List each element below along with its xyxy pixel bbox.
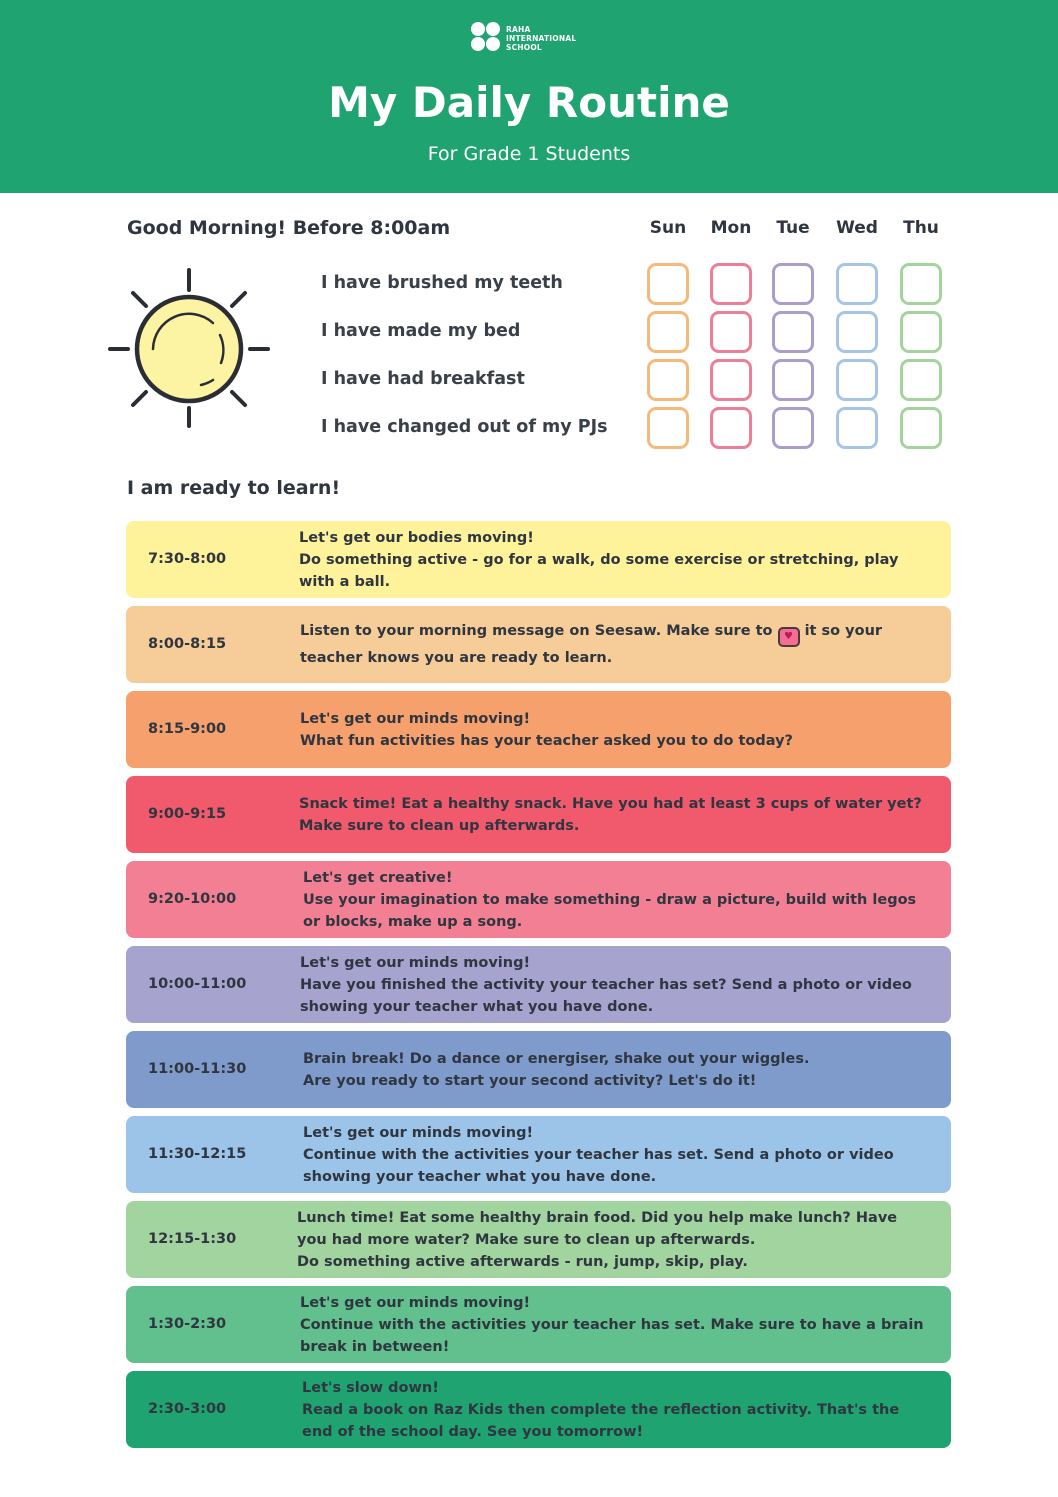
schedule-row	[126, 946, 951, 1023]
schedule-line: Are you ready to start your second activity? Let's do it!	[303, 1072, 757, 1089]
checkbox-task1-sun[interactable]	[647, 263, 689, 305]
sun-icon	[103, 263, 275, 435]
schedule-time: 10:00-11:00	[148, 976, 247, 992]
schedule-line: Do something active - go for a walk, do some exercise or stretching, play	[299, 551, 899, 568]
schedule-description	[303, 1116, 943, 1193]
task-changed-pjs: I have changed out of my PJs	[321, 417, 608, 437]
schedule-line: Lunch time! Eat some healthy brain food. Did you help make lunch? Have	[297, 1209, 898, 1226]
schedule-time: 8:00-8:15	[148, 636, 227, 652]
schedule-time: 8:15-9:00	[148, 721, 227, 737]
schedule-description	[302, 1371, 942, 1448]
checkbox-task2-sun[interactable]	[647, 311, 689, 353]
schedule-description	[303, 861, 943, 938]
schedule-time: 7:30-8:00	[148, 551, 227, 567]
schedule-line: Let's get our minds moving!	[300, 710, 531, 727]
logo-line-3: SCHOOL	[506, 43, 542, 52]
schedule-line: Have you finished the activity your teacher has set? Send a photo or video	[300, 976, 912, 993]
schedule-description	[300, 946, 940, 1023]
school-logo	[471, 22, 601, 56]
checkbox-task2-wed[interactable]	[836, 311, 878, 353]
schedule-line: Let's get our minds moving!	[300, 954, 531, 971]
checkbox-task3-wed[interactable]	[836, 359, 878, 401]
page-subtitle: For Grade 1 Students	[427, 143, 631, 165]
schedule-time: 12:15-1:30	[148, 1231, 237, 1247]
schedule-line: Let's slow down!	[302, 1379, 439, 1396]
schedule-line: Read a book on Raz Kids then complete the reflection activity. That's the	[302, 1401, 900, 1418]
schedule-line: showing your teacher what you have done.	[303, 1168, 657, 1185]
schedule-line: Snack time! Eat a healthy snack. Have you had at least 3 cups of water yet?	[299, 795, 922, 812]
day-thu: Thu	[903, 218, 939, 238]
checkbox-task1-tue[interactable]	[772, 263, 814, 305]
schedule-line: Continue with the activities your teacher has set. Make sure to have a brain	[300, 1316, 924, 1333]
schedule-time: 11:30-12:15	[148, 1146, 247, 1162]
schedule-description	[300, 691, 940, 768]
schedule-description	[303, 1031, 943, 1108]
day-sun: Sun	[649, 218, 687, 238]
day-tue: Tue	[776, 218, 810, 238]
checkbox-task3-sun[interactable]	[647, 359, 689, 401]
checkbox-task2-tue[interactable]	[772, 311, 814, 353]
checkbox-task4-tue[interactable]	[772, 407, 814, 449]
checkbox-task1-wed[interactable]	[836, 263, 878, 305]
checkbox-task4-mon[interactable]	[710, 407, 752, 449]
schedule-line: Use your imagination to make something - draw a picture, build with legos	[303, 891, 917, 908]
heart-icon: ♥	[778, 627, 800, 647]
schedule-line: teacher knows you are ready to learn.	[300, 650, 613, 666]
logo-line-2: INTERNATIONAL	[506, 34, 577, 43]
schedule-time: 9:00-9:15	[148, 806, 227, 822]
schedule-line: Make sure to clean up afterwards.	[299, 817, 580, 834]
schedule-line: What fun activities has your teacher asked you to do today?	[300, 732, 793, 749]
schedule-row	[126, 1201, 951, 1278]
schedule-row	[126, 861, 951, 938]
checkbox-task3-tue[interactable]	[772, 359, 814, 401]
schedule-line: you had more water? Make sure to clean up afterwards.	[297, 1231, 756, 1248]
checkbox-task4-sun[interactable]	[647, 407, 689, 449]
checkbox-task1-thu[interactable]	[900, 263, 942, 305]
task-made-bed: I have made my bed	[321, 321, 521, 341]
logo-line-1: RAHA	[506, 25, 531, 34]
schedule-row	[126, 691, 951, 768]
schedule-line: Continue with the activities your teacher has set. Send a photo or video	[303, 1146, 894, 1163]
schedule-description	[299, 776, 939, 853]
checkbox-task3-mon[interactable]	[710, 359, 752, 401]
schedule-line: break in between!	[300, 1338, 450, 1355]
schedule-line: with a ball.	[299, 573, 391, 590]
schedule-row	[126, 606, 951, 683]
schedule-line: end of the school day. See you tomorrow!	[302, 1423, 644, 1440]
schedule-row	[126, 1031, 951, 1108]
schedule-line: showing your teacher what you have done.	[300, 998, 654, 1015]
schedule-time: 9:20-10:00	[148, 891, 237, 907]
schedule-description	[300, 606, 940, 683]
header-banner	[0, 0, 1058, 193]
page-title: My Daily Routine	[328, 78, 730, 127]
schedule-line: Brain break! Do a dance or energiser, shake out your wiggles.	[303, 1050, 810, 1067]
morning-heading: Good Morning! Before 8:00am	[127, 217, 451, 239]
checkbox-task3-thu[interactable]	[900, 359, 942, 401]
schedule-row	[126, 1116, 951, 1193]
task-breakfast: I have had breakfast	[321, 369, 525, 389]
checkbox-task2-thu[interactable]	[900, 311, 942, 353]
schedule-description	[297, 1201, 937, 1278]
schedule-line: Let's get our minds moving!	[300, 1294, 531, 1311]
schedule-row	[126, 1286, 951, 1363]
schedule-line: Do something active afterwards - run, jump, skip, play.	[297, 1253, 748, 1270]
schedule-line: Listen to your morning message on Seesaw. Make sure to ♥ it so your	[300, 620, 940, 647]
task-brushed-teeth: I have brushed my teeth	[321, 273, 563, 293]
day-wed: Wed	[836, 218, 878, 238]
checkbox-task1-mon[interactable]	[710, 263, 752, 305]
checkbox-task4-thu[interactable]	[900, 407, 942, 449]
schedule-line: Let's get our bodies moving!	[299, 529, 534, 546]
schedule-time: 2:30-3:00	[148, 1401, 227, 1417]
schedule-line: Let's get creative!	[303, 869, 453, 886]
schedule-row	[126, 521, 951, 598]
schedule-line: or blocks, make up a song.	[303, 913, 523, 930]
day-headers	[640, 215, 960, 241]
schedule-description	[300, 1286, 940, 1363]
schedule-description	[299, 521, 939, 598]
schedule-time: 11:00-11:30	[148, 1061, 247, 1077]
schedule-row	[126, 1371, 951, 1448]
schedule-row	[126, 776, 951, 853]
ready-heading: I am ready to learn!	[127, 477, 341, 499]
checkbox-task2-mon[interactable]	[710, 311, 752, 353]
checkbox-task4-wed[interactable]	[836, 407, 878, 449]
schedule-line: Let's get our minds moving!	[303, 1124, 534, 1141]
schedule-time: 1:30-2:30	[148, 1316, 227, 1332]
day-mon: Mon	[710, 218, 752, 238]
logo-text	[506, 25, 576, 52]
logo-dots-icon	[471, 22, 501, 52]
